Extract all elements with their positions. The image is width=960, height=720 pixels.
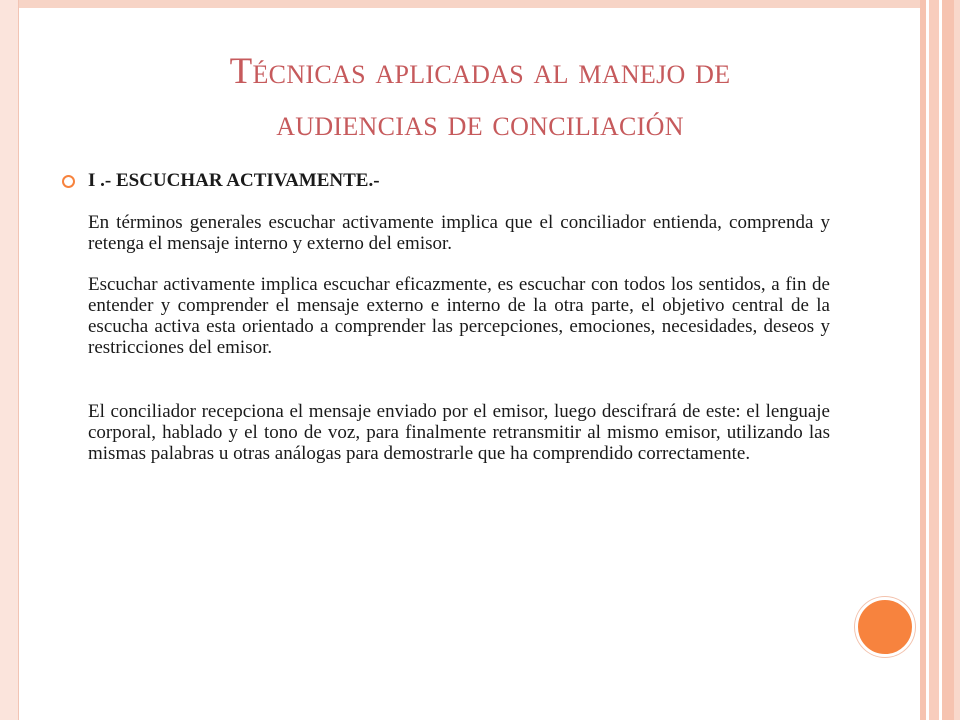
slide-body bbox=[60, 168, 830, 464]
slide-title bbox=[60, 46, 900, 150]
orange-circle-decoration bbox=[855, 597, 915, 657]
slide-title-line-2: audiencias de conciliación bbox=[276, 103, 684, 144]
slide-title-line-1: Técnicas aplicadas al manejo de bbox=[229, 51, 731, 92]
slide-top-border bbox=[0, 0, 960, 8]
slide-right-stripes bbox=[920, 0, 960, 720]
paragraph-2: Escuchar activamente implica escuchar eficazmente, es escuchar con todos los sentidos, a fin de entender y comprender el mensaje externo e interno de la otra parte, el objetivo central de la escucha activa esta orientado a comprender las percepciones, emociones, necesidades, deseos y restricciones del emisor. bbox=[88, 274, 830, 358]
hollow-circle-bullet-icon bbox=[62, 175, 75, 188]
slide-left-border bbox=[0, 0, 19, 720]
bullet-item bbox=[60, 168, 830, 194]
stripe bbox=[954, 0, 960, 720]
stripe bbox=[929, 0, 939, 720]
section-heading: I .- ESCUCHAR ACTIVAMENTE.- bbox=[88, 170, 380, 191]
paragraph-1: En términos generales escuchar activamente implica que el conciliador entienda, comprenda y retenga el mensaje interno y externo del emisor. bbox=[88, 212, 830, 254]
paragraph-3: El conciliador recepciona el mensaje enviado por el emisor, luego descifrará de este: el lenguaje corporal, hablado y el tono de voz, para finalmente retransmitir al mismo emisor, utilizando las mismas palabras u otras análogas para demostrarle que ha comprendido correctamente. bbox=[88, 401, 830, 464]
stripe bbox=[942, 0, 954, 720]
